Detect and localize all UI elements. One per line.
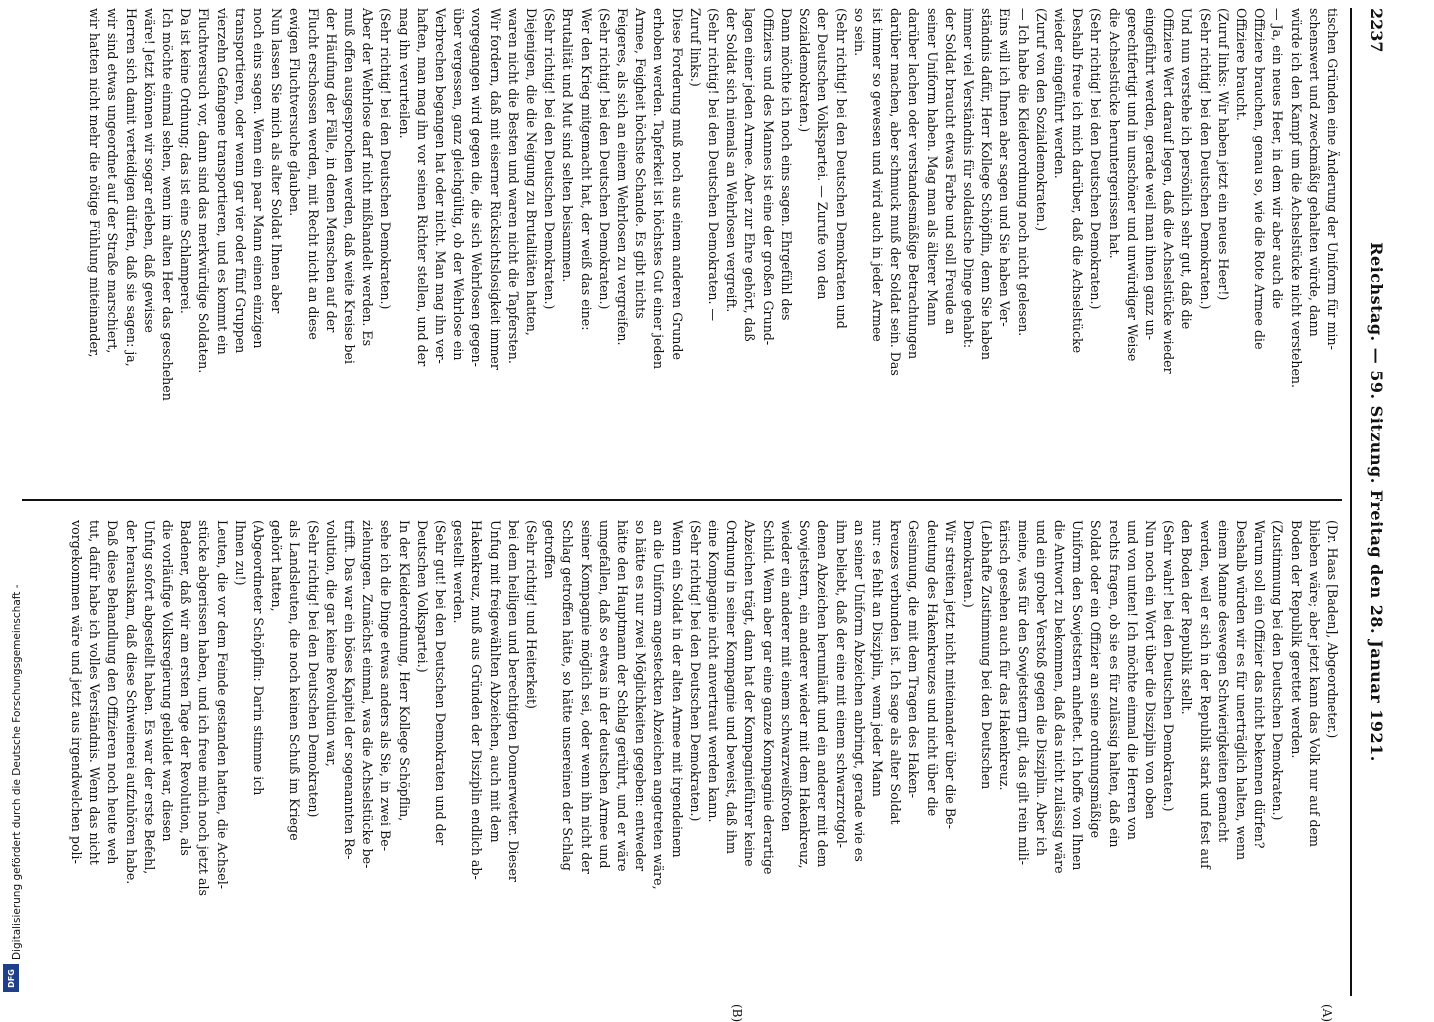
text-line: denen Abzeichen herumläuft und ein anderer mit dem (815, 520, 831, 868)
text-line: Leuten, die vor dem Feinde gestanden hatten, die Achsel- (214, 520, 230, 890)
text-line: und ein grober Verstoß gegen die Disziplin. Aber ich (1033, 520, 1049, 857)
text-line: vorgegangen wird gegen die, die sich Wehrlosen gegen- (469, 8, 485, 367)
text-column-right-side (25, 8, 1340, 478)
text-line: Dann möchte ich noch eins sagen. Ehrgefühl des (778, 8, 794, 321)
text-line: ihm beliebt, daß der eine mit einem schwarzrotgol- (833, 520, 849, 848)
text-line: (Sehr richtig! bei den Deutschen Demokraten.) (542, 8, 558, 310)
text-line: Wir streiten jetzt nicht miteinander über die Be- (942, 520, 958, 829)
text-line: darüber machen, aber schmuck muß der Soldat sein. Das (888, 8, 904, 376)
text-line: Uniform den Sowjetstern anheftet. Ich hoffe von Ihnen (1070, 520, 1086, 871)
text-line: meine, was für den Sowjetstern gilt, das gilt rein mili- (1015, 520, 1031, 865)
text-line: eingeführt werden, gerade weil man ihnen ganz un- (1142, 8, 1158, 340)
text-line: Wer den Krieg mitgemacht hat, der weiß das eine: (578, 8, 594, 331)
dfg-logo-text: DFG (6, 968, 16, 988)
text-line: — Ich habe die Kleiderordnung noch nicht gelesen. (1015, 8, 1031, 337)
text-line: so sein. (851, 8, 867, 57)
text-line: (Dr. Haas [Baden], Abgeordneter.) (1325, 520, 1340, 739)
text-line: bei dem heiligen und berechtigten Donnerwetter. Dieser (505, 520, 521, 882)
text-line: darüber lachen oder verstandesmäßige Betrachtungen (906, 8, 922, 360)
text-line: Armee, Feigheit höchste Schande. Es gibt nichts (633, 8, 649, 319)
text-line: umgefallen, daß so etwas in der deutschen Armee und (596, 520, 612, 869)
text-line: deutung des Hakenkreuzes und nicht über die (924, 520, 940, 817)
text-line: ständnis dafür, Herr Kollege Schöpflin, denn Sie haben (979, 8, 995, 361)
text-line: immer viel Verständnis für soldatische Dinge gehabt: (960, 8, 976, 349)
text-line: gehört hatten, (269, 520, 285, 612)
text-line: stücke abgerissen haben, und ich freue mich noch jetzt als (196, 520, 212, 896)
text-line: (Sehr richtig! bei den Deutschen Demokraten.) (1197, 8, 1213, 310)
text-line: der Häufung der Fälle, in denen Menschen auf der (323, 8, 339, 333)
text-line: vorgekommen wäre und jetzt aus irgendwelchen poli- (68, 520, 84, 864)
text-line: (Sehr richtig! bei den Deutschen Demokraten) (305, 520, 321, 818)
text-line: muß offen ausgesprochen werden, daß weite Kreise bei (342, 8, 358, 365)
text-line: nur: es fehlt an Disziplin, wenn jeder Mann (869, 520, 885, 797)
text-line: tärisch gesehen auch für das Hakenkreuz. (997, 520, 1013, 791)
text-line: Demokraten.) (960, 520, 976, 608)
text-line: Zuruf links.) (687, 8, 703, 87)
text-line: gestellt werden. (451, 520, 467, 624)
text-line: Diejenigen, die die Neigung zu Brutalitäten hatten, (524, 8, 540, 336)
text-line: tischen Gründen eine Änderung der Uniform für min- (1325, 8, 1340, 350)
text-line: an die Uniform angesteckten Abzeichen angetreten wäre, (651, 520, 667, 890)
text-line: Sozialdemokraten.) (797, 8, 813, 133)
text-line: ist immer so gewesen und wird auch in jeder Armee (869, 8, 885, 342)
text-line: Nun lassen Sie mich als alter Soldat Ihnen aber (269, 8, 285, 314)
text-line: Wir fordern, daß mit eiserner Rücksichtslosigkeit immer (487, 8, 503, 370)
text-line: Boden der Republik gerettet werden. (1288, 520, 1304, 759)
text-line: die Achselstücke heruntergerissen hat. (1106, 8, 1122, 259)
text-line: eine Kompagnie nicht anvertraut werden kann. (706, 520, 722, 823)
text-line: hätte den Hauptmann der Schlag gerührt, und er wäre (615, 520, 631, 872)
text-line: der herauskam, daß diese Schweinerei aufzuhören habe. (123, 520, 139, 885)
text-line: haften, man mag ihn vor seinen Richter stellen, und der (414, 8, 430, 367)
text-line: Fluchtversuch vor, dann sind das merkwürdige Soldaten. (196, 8, 212, 374)
text-line: Aber der Wehrlose darf nicht mißhandelt werden. Es (360, 8, 376, 347)
text-line: über vergessen, ganz gleichgültig, ob der Wehrlose ein (451, 8, 467, 361)
text-line: Diese Forderung muß noch aus einem anderen Grunde (669, 8, 685, 360)
text-line: (Zustimmung bei den Deutschen Demokraten.) (1270, 520, 1286, 821)
text-line: Eins will ich Ihnen aber sagen und Sie haben Ver- (997, 8, 1013, 327)
text-line: Nun noch ein Wort über die Disziplin von oben (1142, 520, 1158, 820)
text-line: transportieren, oder wenn gar vier oder fünf Gruppen (232, 8, 248, 354)
text-line: volution, die gar keine Revolution war, (323, 520, 339, 767)
text-line: tut, dafür habe ich volles Verständnis. Wenn das nicht (87, 520, 103, 865)
text-line: erhoben werden. Tapferkeit ist höchstes Gut einer jeden (651, 8, 667, 370)
text-line: Unfug mit freigewählten Abzeichen, auch mit dem (487, 520, 503, 843)
text-line: lagen einer jeden Armee. Aber zur Ehre gehört, daß (742, 8, 758, 342)
text-line: Wenn ein Soldat in der alten Armee mit irgendeinem (669, 520, 685, 858)
text-line: (Sehr richtig! bei den Deutschen Demokraten.) (596, 8, 612, 310)
text-line: (Sehr wahr! bei den Deutschen Demokraten.) (1161, 520, 1177, 812)
text-line: (Abgeordneter Schöpflin: Darin stimme ich (251, 520, 267, 796)
text-line: und von unten! Ich möchte einmal die Herren von (1124, 520, 1140, 840)
margin-marker-b: (B) (730, 1004, 744, 1022)
text-line: an seiner Uniform Abzeichen anbringt, gerade wie es (851, 520, 867, 862)
text-line: wäre! Jetzt können wir sogar erleben, daß gewisse (141, 8, 157, 333)
text-line: als Landsleuten, die noch keinen Schuß im Kriege (287, 520, 303, 841)
text-line: Ich möchte einmal sehen, wenn im alten Heer das geschehen (160, 8, 175, 401)
text-line: — Ja, ein neues Heer, in dem wir aber auch die (1270, 8, 1286, 309)
text-line: seiner Kompagnie möglich sei, oder wenn ihn nicht der (578, 520, 594, 874)
text-line: Daß diese Behandlung den Offizieren noch heute weh (105, 520, 121, 865)
text-line: Feigeres, als sich an einem Wehrlosen zu vergreifen. (615, 8, 631, 346)
text-line: (Sehr gut! bei den Deutschen Demokraten und der (433, 520, 449, 846)
text-line: (Zuruf von den Sozialdemokraten.) (1033, 8, 1049, 232)
text-line: (Zuruf links: Wir haben jetzt ein neues Heer!) (1215, 8, 1231, 301)
text-line: Offiziers und des Mannes ist eine der großen Grund- (760, 8, 776, 346)
text-line: Herren sich damit verteidigen dürfen, daß sie sagen: ja, (123, 8, 139, 367)
text-line: Offiziere brauchen, genau so, wie die Rote Armee die (1252, 8, 1268, 350)
text-line: würde ich den Kampf um die Achselstücke nicht verstehen. (1288, 8, 1304, 389)
text-line: Schild. Wenn aber gar eine ganze Kompagnie derartige (760, 520, 776, 875)
text-line: wir hatten nicht mehr die nötige Fühlung miteinander, (87, 8, 103, 358)
text-line: Da ist keine Ordnung; das ist eine Schlamperei. (178, 8, 194, 314)
text-line: Verbrechen begangen hat oder nicht. Man mag ihn ver- (433, 8, 449, 364)
text-line: noch eins sagen. Wenn ein paar Mann einen einzigen (251, 8, 267, 349)
page-header (1350, 8, 1392, 996)
scanned-page (12, 8, 1392, 1022)
text-line: (Sehr richtig! bei den Deutschen Demokraten.) (687, 520, 703, 822)
text-line: (Lebhafte Zustimmung bei den Deutschen (979, 520, 995, 790)
text-line: werden, weil er sich in der Republik stark und fest auf (1197, 520, 1213, 869)
text-line: In der Kleiderordnung, Herr Kollege Schöpflin, (396, 520, 412, 822)
text-line: vierzehn Gefangene transportieren, und es kommt ein (214, 8, 230, 355)
text-line: getroffen (542, 520, 558, 579)
text-line: Gesinnung, die mit dem Tragen des Haken- (906, 520, 922, 799)
text-line: Offiziere braucht. (1233, 8, 1249, 121)
text-line: gerechtfertigt und in unschöner und unwürdiger Weise (1124, 8, 1140, 362)
text-line: Brutalität und Mut sind selten beisammen. (560, 8, 576, 283)
text-line: ziehungen. Zunächst einmal, was die Achselstücke be- (360, 520, 376, 869)
text-line: (Sehr richtig! bei den Deutschen Demokraten und (833, 8, 849, 329)
text-line: seiner Uniform haben. Mag man als älterer Mann (924, 8, 940, 326)
text-line: Flucht erschossen werden, mit Recht nicht an diese (305, 8, 321, 340)
text-line: Abzeichen trägt, dann hat der Kompagnieführer keine (742, 520, 758, 867)
text-line: (Sehr richtig! und Heiterkeit) (524, 520, 540, 709)
text-line: Soldat oder ein Offizier an seine ordnungsmäßige (1088, 520, 1104, 839)
text-line: Hakenkreuz, muß aus Gründen der Disziplin endlich ab- (469, 520, 485, 880)
text-line: ewigen Fluchtversuche glauben. (287, 8, 303, 217)
credit-text: Digitalisierung gefördert durch die Deutsche Forschungsgemeinschaft - (11, 584, 23, 960)
text-line: Und nun verstehe ich persönlich sehr gut, daß die (1179, 8, 1195, 330)
page-number: 2237 (1367, 8, 1386, 53)
text-line: die Antwort zu bekommen, daß das nicht zulässig wäre (1051, 520, 1067, 874)
text-line: Warum soll ein Offizier das nicht bekennen dürfen? (1252, 520, 1268, 849)
text-column-left-side (25, 520, 1340, 990)
text-line: Unfug sofort abgestellt haben. Es war der erste Befehl, (141, 520, 157, 875)
text-line: Deutschen Volkspartei.) (414, 520, 430, 673)
text-line: Ordnung in seiner Kompagnie und beweist, daß ihm (724, 520, 740, 854)
text-line: Badener, daß wir am ersten Tage der Revolution, als (178, 520, 194, 856)
text-line: (Sehr richtig! bei den Deutschen Demokraten. — (706, 8, 722, 322)
text-line: wir sind etwas ungeordnet auf der Straße marschiert, (105, 8, 121, 354)
text-line: so hätte es nur zwei Möglichkeiten gegeben: entweder (633, 520, 649, 872)
text-line: Schlag getroffen hätte, so hätte unsereinen der Schlag (560, 520, 576, 871)
text-line: Sowjetstern, ein anderer wieder mit dem Hakenkreuz, (797, 520, 813, 869)
text-line: den Boden der Republik stellt. (1179, 520, 1195, 715)
text-line: blieben wäre; aber jetzt kann das Volk nur auf dem (1306, 520, 1322, 847)
text-line: waren nicht die Besten und waren nicht die Tapfersten. (505, 8, 521, 364)
text-line: der Soldat braucht etwas Farbe und soll Freude an (942, 8, 958, 335)
text-line: rechts fragen, ob sie es für zulässig halten, daß ein (1106, 520, 1122, 848)
text-line: Offiziere Wert darauf legen, daß die Achselstücke wieder (1161, 8, 1177, 374)
margin-marker-a: (A) (1320, 1004, 1334, 1022)
text-line: der Soldat sich niemals an Wehrlosen vergreift. (724, 8, 740, 313)
text-line: kreuzes verbunden ist. Ich sage als alter Soldat (888, 520, 904, 825)
text-line: Deshalb würden wir es für unerträglich halten, wenn (1233, 520, 1249, 861)
text-line: einem Manne deswegen Schwierigkeiten gemacht (1215, 520, 1231, 843)
text-line: die vorläufige Volksregierung gebildet war, diesen (160, 520, 175, 842)
text-line: wieder eingeführt werden. (1051, 8, 1067, 179)
text-line: wieder ein anderer mit einem schwarzweißroten (778, 520, 794, 832)
text-line: mag ihn verurteilen. (396, 8, 412, 139)
text-line: Ihnen zu!) (232, 520, 248, 586)
text-line: trifft. Das war ein böses Kapitel der sogenannten Re- (342, 520, 358, 860)
text-line: schenswert und zweckmäßig gehalten würde, dann (1306, 8, 1322, 337)
text-line: sehe ich die Dinge etwas anders als Sie, in zwei Be- (378, 520, 394, 851)
column-divider (22, 499, 1342, 501)
text-line: Deshalb freue ich mich darüber, daß die Achselstücke (1070, 8, 1086, 354)
text-line: (Sehr richtig! bei den Deutschen Demokraten.) (1088, 8, 1104, 310)
text-line: (Sehr richtig! bei den Deutschen Demokraten.) (378, 8, 394, 310)
page-title: Reichstag. — 59. Sitzung. Freitag den 28. Januar 1921. (1367, 242, 1386, 762)
text-line: der Deutschen Volkspartei. — Zurufe von den (815, 8, 831, 300)
